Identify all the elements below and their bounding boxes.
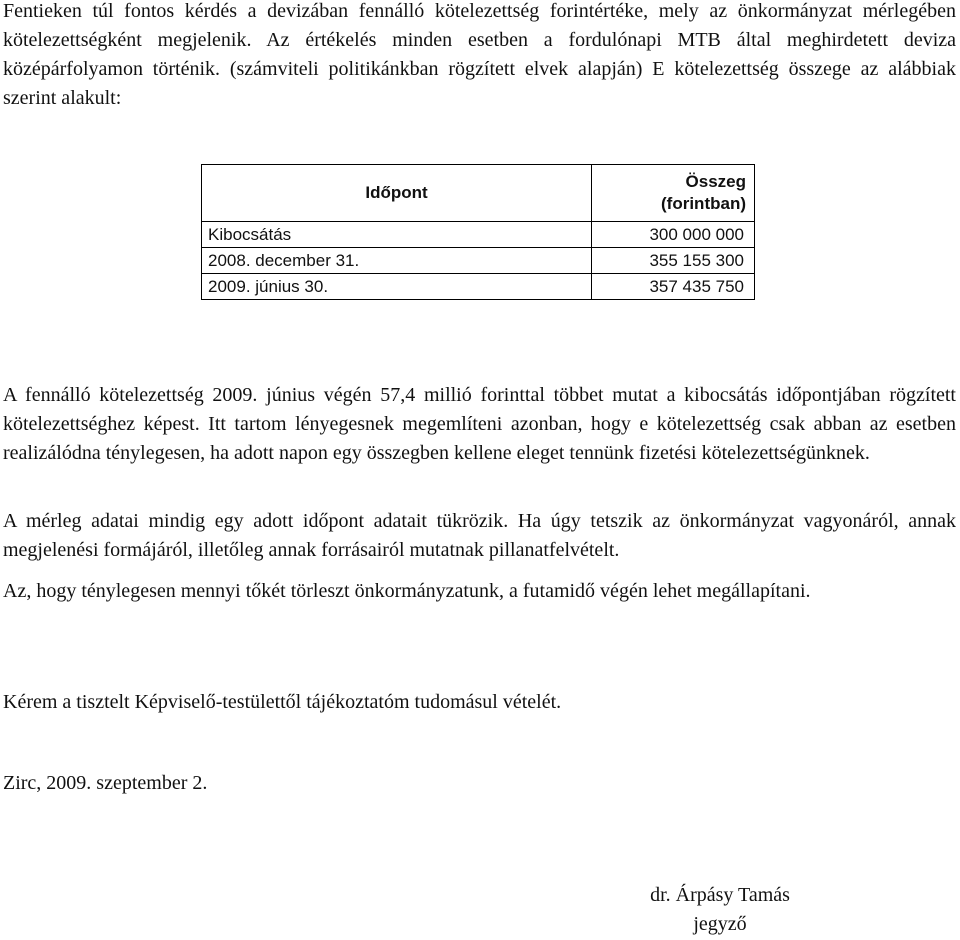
header-amount-line2: (forintban) — [661, 194, 746, 213]
row-date: 2008. december 31. — [202, 248, 592, 274]
intro-paragraph: Fentieken túl fontos kérdés a devizában fennálló kötelezettség forintértéke, mely az önkormányzat mérlegében kötelezettségként megjelenik. Az értékelés minden esetben a fordulónapi MTB által meghirdetett deviza középárfolyamon történik. (számviteli politikánkban rögzített elvek alapján) E kötelezettség összege az alábbiak szerint alakult: — [3, 0, 956, 109]
place-date: Zirc, 2009. szeptember 2. — [3, 772, 208, 794]
row-amount: 357 435 750 — [592, 274, 755, 300]
signature-title: jegyző — [693, 913, 747, 935]
request-line: Kérem a tisztelt Képviselő-testülettől tájékoztatóm tudomásul vételét. — [3, 691, 562, 713]
row-date: Kibocsátás — [202, 222, 592, 248]
row-amount: 300 000 000 — [592, 222, 755, 248]
row-amount: 355 155 300 — [592, 248, 755, 274]
table-row — [202, 274, 755, 300]
table-header-row — [202, 165, 755, 222]
paragraph-balance-sheet: A mérleg adatai mindig egy adott időpont adatait tükrözik. Ha úgy tetszik az önkormányzat vagyonáról, annak megjelenési formájáról, illetőleg annak forrásairól mutatnak pillanatfelvételt. — [3, 510, 956, 561]
row-date: 2009. június 30. — [202, 274, 592, 300]
table-row — [202, 222, 755, 248]
paragraph-liability-change: A fennálló kötelezettség 2009. június végén 57,4 millió forinttal többet mutat a kibocsátás időpontjában rögzített kötelezettséghez képest. Itt tartom lényegesnek megemlíteni azonban, hogy e kötelezettség csak abban az esetben realizálódna ténylegesen, ha adott napon egy összegben kellene eleget tennünk fizetési kötelezettségünknek. — [3, 384, 956, 464]
signature-name: dr. Árpásy Tamás — [650, 884, 790, 906]
header-date: Időpont — [202, 165, 592, 222]
header-amount-line1: Összeg — [685, 172, 746, 191]
table-row — [202, 248, 755, 274]
liability-table — [201, 164, 755, 300]
signature-block — [600, 881, 840, 939]
header-amount — [592, 165, 755, 222]
paragraph-repayment: Az, hogy ténylegesen mennyi tőkét törleszt önkormányzatunk, a futamidő végén lehet megállapítani. — [3, 580, 811, 602]
